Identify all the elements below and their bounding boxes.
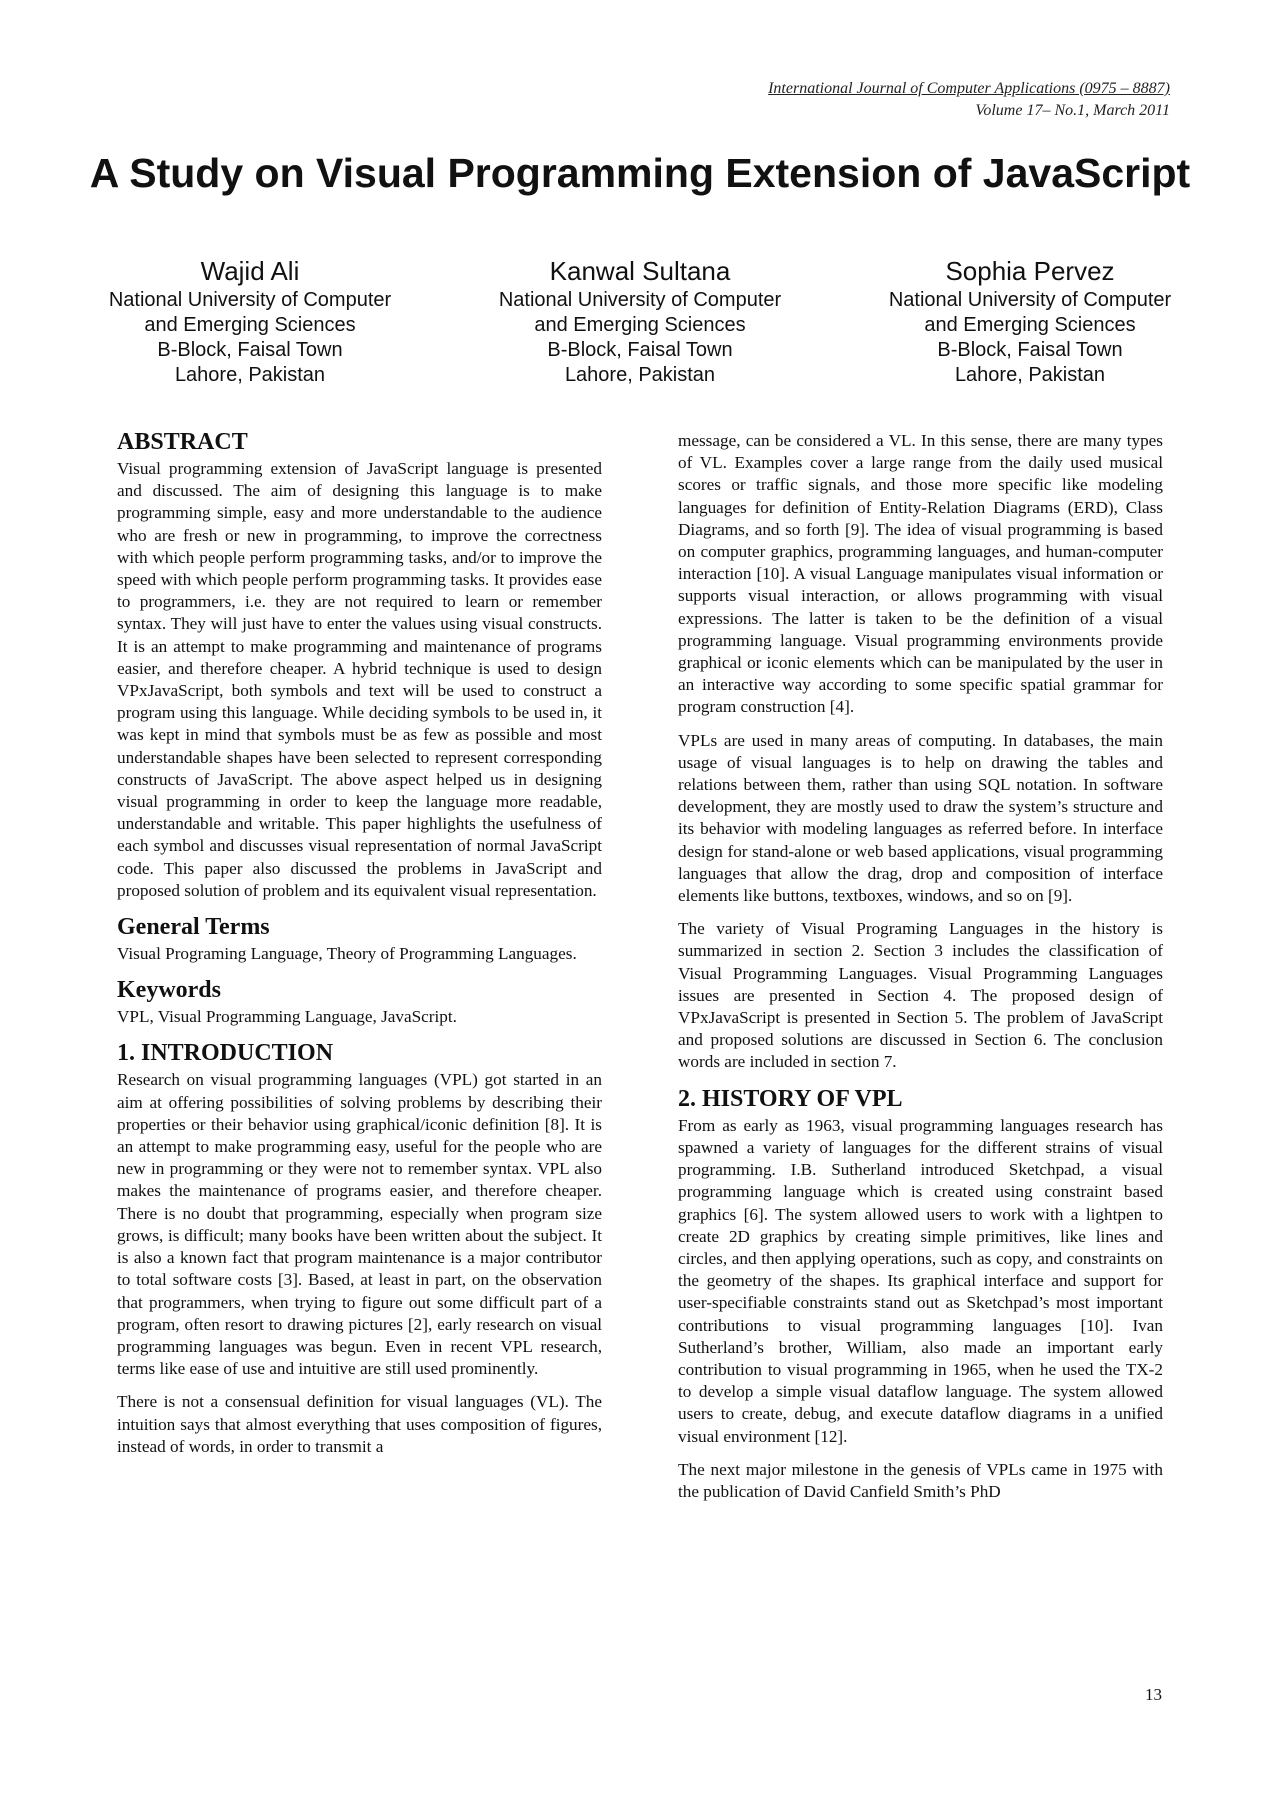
author-list [85, 256, 1195, 388]
author-affiliation: National University of Computer [888, 289, 1172, 311]
abstract-heading: ABSTRACT [117, 429, 248, 455]
introduction-paragraph: There is not a consensual definition for visual languages (VL). The intuition says that almost everything that uses composition of figures, instead of words, in order to transmit a [117, 1392, 602, 1456]
right-column [678, 430, 1163, 1514]
author-affiliation: and Emerging Sciences [144, 314, 356, 336]
author-name: Wajid Ali [200, 256, 300, 286]
general-terms-text: Visual Programing Language, Theory of Programming Languages. [117, 944, 577, 964]
journal-volume: Volume 17– No.1, March 2011 [975, 102, 1170, 119]
history-paragraph: From as early as 1963, visual programming languages research has spawned a variety of languages for the different strains of visual programming. I.B. Sutherland introduced Sketchpad, a visual programming language which is created using constraint based graphics [6]. The system allowed users to work with a lightpen to create 2D graphics by creating simple primitives, like lines and circles, and then applying operations, such as copy, and constraints on the geometry of the shapes. Its graphical interface and support for user-specifiable constraints stand out as Sketchpad’s most important contributions to visual programming languages [10]. Ivan Sutherland’s brother, William, also made an important early contribution to visual programming in 1965, when he used the TX-2 to develop a simple visual dataflow language. The system allowed users to create, debug, and execute dataflow diagrams in a unified visual environment [12]. [678, 1115, 1163, 1446]
left-column [117, 428, 602, 1469]
introduction-paragraph: Research on visual programming languages (VPL) got started in an aim at offering possibilities of solving problems by describing their properties or their behavior using graphical/iconic definition [8]. It is an attempt to make programming easy, useful for the people who are new in programming or they were not to remember syntax. VPL also makes the maintenance of programs easier, and therefore cheaper. There is no doubt that programming, especially when program size grows, is difficult; many books have been written about the subject. It is also a known fact that program maintenance is a major contributor to total software costs [3]. Based, at least in part, on the observation that programmers, when trying to figure out some difficult part of a program, often resort to drawing pictures [2], early research on visual programming languages was begun. Even in recent VPL research, terms like ease of use and intuitive are still used prominently. [117, 1070, 602, 1379]
journal-name: International Journal of Computer Applications (0975 – 8887) [768, 80, 1170, 97]
journal-header [768, 78, 1170, 122]
author-city: Lahore, Pakistan [564, 364, 716, 386]
author-city: Lahore, Pakistan [174, 364, 326, 386]
abstract-text: Visual programming extension of JavaScript language is presented and discussed. The aim of designing this language is to make programming simple, easy and more understandable to the audience who are fresh or new in programming, to improve the correctness with which people perform programming tasks, and/or to improve the speed with which people perform programming tasks. It provides ease to programmers, i.e. they are not required to learn or remember syntax. They will just have to enter the values using visual constructs. It is an attempt to make programming and maintenance of programs easier, and therefore cheaper. A hybrid technique is used to design VPxJavaScript, both symbols and text will be used to construct a program using this language. While deciding symbols to be used in, it was kept in mind that symbols must be as few as possible and most understandable shapes have been selected to represent corresponding constructs of JavaScript. The above aspect helped us in designing visual programming in order to keep the language more readable, understandable and writable. This paper highlights the usefulness of each symbol and discusses visual representation of normal JavaScript code. This paper also discussed the problems in JavaScript and proposed solution of problem and its equivalent visual representation. [117, 459, 602, 900]
author-block [85, 256, 415, 388]
author-block [475, 256, 805, 388]
keywords-text: VPL, Visual Programming Language, JavaScript. [117, 1007, 457, 1027]
author-address: B-Block, Faisal Town [937, 339, 1123, 361]
author-affiliation: and Emerging Sciences [534, 314, 746, 336]
history-paragraph: The next major milestone in the genesis of VPLs came in 1975 with the publication of David Canfield Smith’s PhD [678, 1459, 1163, 1501]
author-city: Lahore, Pakistan [954, 364, 1106, 386]
keywords-heading: Keywords [117, 977, 221, 1004]
author-name: Sophia Pervez [945, 256, 1115, 286]
author-affiliation: National University of Computer [498, 289, 782, 311]
introduction-heading: 1. INTRODUCTION [117, 1040, 334, 1067]
body-paragraph: message, can be considered a VL. In this sense, there are many types of VL. Examples cover a large range from the daily used musical scores or traffic signals, and those more specific like modeling languages for definition of Entity-Relation Diagrams (ERD), Class Diagrams, and so forth [9]. The idea of visual programming is based on computer graphics, programming languages, and human-computer interaction [10]. A visual Language manipulates visual information or supports visual interaction, or allows programming with visual expressions. The latter is taken to be the definition of a visual programming language. Visual programming environments provide graphical or iconic elements which can be manipulated by the user in an interactive way according to some specific spatial grammar for program construction [4]. [678, 431, 1163, 717]
author-address: B-Block, Faisal Town [157, 339, 343, 361]
author-affiliation: National University of Computer [108, 289, 392, 311]
page-number: 13 [1145, 1685, 1162, 1704]
paper-title: A Study on Visual Programming Extension of JavaScript [89, 150, 1191, 196]
history-heading: 2. HISTORY OF VPL [678, 1085, 903, 1112]
author-block [865, 256, 1195, 388]
author-name: Kanwal Sultana [549, 256, 731, 286]
general-terms-heading: General Terms [117, 914, 270, 941]
author-address: B-Block, Faisal Town [547, 339, 733, 361]
body-paragraph: The variety of Visual Programing Languages in the history is summarized in section 2. Section 3 includes the classification of Visual Programming Languages. Visual Programming Languages issues are presented in Section 4. The proposed design of VPxJavaScript is presented in Section 5. The problem of JavaScript and proposed solutions are discussed in Section 6. The conclusion words are included in section 7. [678, 919, 1163, 1072]
author-affiliation: and Emerging Sciences [924, 314, 1136, 336]
body-paragraph: VPLs are used in many areas of computing. In databases, the main usage of visual languages is to help on drawing the tables and relations between them, rather than using SQL notation. In software development, they are mostly used to draw the system’s structure and its behavior with modeling languages as referred before. In interface design for stand-alone or web based applications, visual programming languages that allow the drag, drop and composition of interface elements like buttons, textboxes, windows, and so on [9]. [678, 730, 1163, 906]
